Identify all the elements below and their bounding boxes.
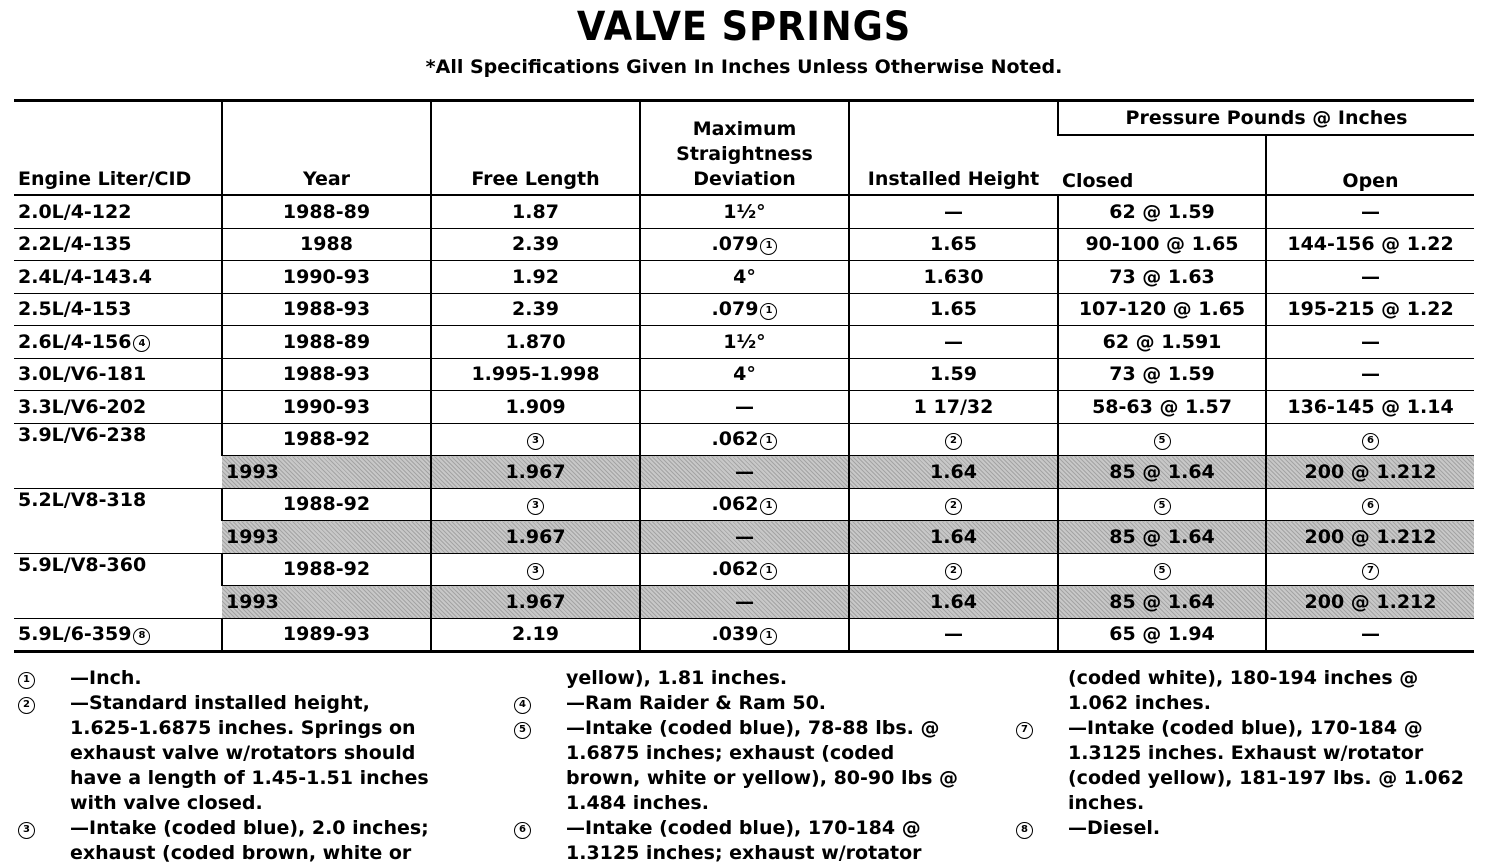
header-engine: Engine Liter/CID xyxy=(14,101,222,196)
footnote-5-marker: 5 xyxy=(1154,563,1171,580)
footnote-3-marker: 3 xyxy=(527,563,544,580)
table-row xyxy=(14,195,1474,228)
cell-open xyxy=(1266,553,1474,586)
footnote-8 xyxy=(1016,816,1478,841)
cell-open: — xyxy=(1266,261,1474,294)
cell-engine: 5.9L/V8-360 xyxy=(14,553,222,618)
cell-installed-height xyxy=(849,553,1058,586)
cell-year: 1993 xyxy=(222,586,431,619)
table-row xyxy=(14,521,1474,554)
footnote-7-marker: 7 xyxy=(1016,722,1033,739)
footnotes-column-1 xyxy=(18,666,498,866)
deviation-value: .062 xyxy=(711,428,759,451)
footnote-1-marker: 1 xyxy=(760,303,777,320)
cell-deviation: — xyxy=(640,456,849,489)
cell-open: — xyxy=(1266,195,1474,228)
cell-year: 1990-93 xyxy=(222,261,431,294)
footnote-7-text-line: 1.3125 inches. Exhaust w/rotator xyxy=(1068,742,1424,764)
valve-springs-table xyxy=(14,99,1474,653)
cell-year: 1988-93 xyxy=(222,358,431,391)
header-max-deviation-line3: Deviation xyxy=(693,168,796,190)
cell-engine xyxy=(14,618,222,652)
footnote-8-marker: 8 xyxy=(1016,822,1033,839)
cell-engine: 3.0L/V6-181 xyxy=(14,358,222,391)
cell-free-length xyxy=(431,488,640,521)
footnote-2-marker: 2 xyxy=(945,498,962,515)
cell-installed-height: — xyxy=(849,326,1058,359)
engine-value: 2.6L/4-156 xyxy=(18,330,132,353)
cell-engine: 5.2L/V8-318 xyxy=(14,488,222,553)
cell-engine: 3.3L/V6-202 xyxy=(14,391,222,424)
cell-free-length: 2.39 xyxy=(431,293,640,326)
footnote-6-marker: 6 xyxy=(514,822,531,839)
footnote-6 xyxy=(514,816,1004,866)
footnote-8-text: —Diesel. xyxy=(1068,817,1161,839)
cell-closed: 85 @ 1.64 xyxy=(1058,456,1266,489)
footnote-2-text-line: with valve closed. xyxy=(70,792,263,814)
footnote-2-marker: 2 xyxy=(945,563,962,580)
footnote-1-marker: 1 xyxy=(760,628,777,645)
cell-closed: 107-120 @ 1.65 xyxy=(1058,293,1266,326)
cell-deviation xyxy=(640,423,849,456)
footnote-2-marker: 2 xyxy=(945,433,962,450)
footnote-5-text-line: 1.6875 inches; exhaust (coded xyxy=(566,742,895,764)
cell-closed: 90-100 @ 1.65 xyxy=(1058,228,1266,261)
cell-year: 1990-93 xyxy=(222,391,431,424)
cell-engine: 3.9L/V6-238 xyxy=(14,423,222,488)
footnotes-column-3 xyxy=(1016,666,1478,841)
cell-installed-height: 1.64 xyxy=(849,521,1058,554)
footnotes-column-2 xyxy=(514,666,1004,866)
cell-open: — xyxy=(1266,358,1474,391)
header-installed-height: Installed Height xyxy=(849,101,1058,196)
cell-deviation: 4° xyxy=(640,358,849,391)
cell-free-length: 1.87 xyxy=(431,195,640,228)
table-row xyxy=(14,261,1474,294)
cell-year: 1993 xyxy=(222,456,431,489)
footnote-1-text: —Inch. xyxy=(70,667,142,689)
footnote-1 xyxy=(18,666,498,691)
footnote-3 xyxy=(18,816,498,866)
cell-year: 1989-93 xyxy=(222,618,431,652)
header-pressure-group: Pressure Pounds @ Inches xyxy=(1058,101,1474,136)
footnote-6-marker: 6 xyxy=(1362,498,1379,515)
table-row xyxy=(14,586,1474,619)
cell-year: 1988-93 xyxy=(222,293,431,326)
footnote-7-marker: 7 xyxy=(1362,563,1379,580)
cell-year: 1988-89 xyxy=(222,326,431,359)
footnote-2-text-line: —Standard installed height, xyxy=(70,692,370,714)
table-row xyxy=(14,423,1474,456)
footnote-7 xyxy=(1016,716,1478,816)
table-row xyxy=(14,326,1474,359)
cell-closed: 62 @ 1.591 xyxy=(1058,326,1266,359)
header-year: Year xyxy=(222,101,431,196)
cell-engine: 2.5L/4-153 xyxy=(14,293,222,326)
cell-closed xyxy=(1058,423,1266,456)
footnote-4-text: —Ram Raider & Ram 50. xyxy=(566,692,827,714)
cell-deviation xyxy=(640,488,849,521)
cell-deviation xyxy=(640,553,849,586)
cell-free-length: 1.909 xyxy=(431,391,640,424)
footnote-5-text-line: —Intake (coded blue), 78-88 lbs. @ xyxy=(566,717,940,739)
table-row xyxy=(14,293,1474,326)
cell-closed: 65 @ 1.94 xyxy=(1058,618,1266,652)
cell-open: 195-215 @ 1.22 xyxy=(1266,293,1474,326)
cell-free-length: 1.870 xyxy=(431,326,640,359)
header-max-deviation-line2: Straightness xyxy=(676,143,813,165)
cell-year: 1993 xyxy=(222,521,431,554)
cell-free-length: 1.92 xyxy=(431,261,640,294)
cell-installed-height: 1.64 xyxy=(849,586,1058,619)
footnote-5-marker: 5 xyxy=(1154,498,1171,515)
footnote-1-marker: 1 xyxy=(18,672,35,689)
cell-open xyxy=(1266,423,1474,456)
deviation-value: .062 xyxy=(711,493,759,516)
footnote-1-marker: 1 xyxy=(760,563,777,580)
header-max-deviation-line1: Maximum xyxy=(692,118,797,140)
header-free-length: Free Length xyxy=(431,101,640,196)
cell-open: 200 @ 1.212 xyxy=(1266,456,1474,489)
cell-closed: 62 @ 1.59 xyxy=(1058,195,1266,228)
cell-installed-height: 1.630 xyxy=(849,261,1058,294)
cell-deviation: 4° xyxy=(640,261,849,294)
cell-free-length xyxy=(431,423,640,456)
cell-open: 136-145 @ 1.14 xyxy=(1266,391,1474,424)
cell-open: 200 @ 1.212 xyxy=(1266,521,1474,554)
footnote-5-marker: 5 xyxy=(514,722,531,739)
cell-year: 1988 xyxy=(222,228,431,261)
cell-open: 200 @ 1.212 xyxy=(1266,586,1474,619)
cell-installed-height: 1.64 xyxy=(849,456,1058,489)
cell-deviation: 1½° xyxy=(640,195,849,228)
header-open: Open xyxy=(1266,135,1474,195)
deviation-value: .079 xyxy=(711,233,759,256)
footnote-5 xyxy=(514,716,1004,816)
cell-installed-height: 1.59 xyxy=(849,358,1058,391)
footnote-7-text-line: —Intake (coded blue), 170-184 @ xyxy=(1068,717,1423,739)
table-row xyxy=(14,488,1474,521)
cell-closed: 73 @ 1.59 xyxy=(1058,358,1266,391)
cell-closed: 85 @ 1.64 xyxy=(1058,521,1266,554)
footnote-6-marker: 6 xyxy=(1362,433,1379,450)
footnote-4-marker: 4 xyxy=(133,335,150,352)
cell-closed: 73 @ 1.63 xyxy=(1058,261,1266,294)
cell-installed-height: — xyxy=(849,618,1058,652)
page-subtitle: *All Specifications Given In Inches Unless Otherwise Noted. xyxy=(425,56,1063,78)
cell-deviation xyxy=(640,293,849,326)
footnote-6-text-line: 1.3125 inches; exhaust w/rotator xyxy=(566,842,922,864)
cell-engine: 2.4L/4-143.4 xyxy=(14,261,222,294)
footnote-1-marker: 1 xyxy=(760,238,777,255)
cell-free-length: 1.967 xyxy=(431,586,640,619)
cell-closed xyxy=(1058,553,1266,586)
footnote-2-text-line: exhaust valve w/rotators should xyxy=(70,742,416,764)
cell-free-length: 2.39 xyxy=(431,228,640,261)
cell-free-length: 1.967 xyxy=(431,456,640,489)
cell-engine: 2.0L/4-122 xyxy=(14,195,222,228)
cell-installed-height: 1.65 xyxy=(849,293,1058,326)
cell-year: 1988-92 xyxy=(222,553,431,586)
footnote-2-text-line: 1.625-1.6875 inches. Springs on xyxy=(70,717,416,739)
footnote-8-marker: 8 xyxy=(133,628,150,645)
cell-installed-height xyxy=(849,488,1058,521)
cell-installed-height: 1.65 xyxy=(849,228,1058,261)
footnote-2 xyxy=(18,691,498,816)
cell-installed-height: — xyxy=(849,195,1058,228)
header-max-deviation xyxy=(640,101,849,196)
cell-deviation xyxy=(640,228,849,261)
footnote-1-marker: 1 xyxy=(760,498,777,515)
cell-installed-height: 1 17/32 xyxy=(849,391,1058,424)
table-row xyxy=(14,228,1474,261)
header-closed: Closed xyxy=(1058,135,1266,195)
cell-year: 1988-92 xyxy=(222,488,431,521)
footnote-5-marker: 5 xyxy=(1154,433,1171,450)
engine-value: 5.9L/6-359 xyxy=(18,623,132,646)
table-row xyxy=(14,456,1474,489)
cell-closed: 85 @ 1.64 xyxy=(1058,586,1266,619)
cell-deviation: — xyxy=(640,391,849,424)
footnote-5-text-line: brown, white or yellow), 80-90 lbs @ xyxy=(566,767,958,789)
footnote-1-marker: 1 xyxy=(760,433,777,450)
cell-open: 144-156 @ 1.22 xyxy=(1266,228,1474,261)
footnote-2-marker: 2 xyxy=(18,697,35,714)
footnote-3-text-line: exhaust (coded brown, white or xyxy=(70,842,412,864)
cell-open xyxy=(1266,488,1474,521)
cell-year: 1988-89 xyxy=(222,195,431,228)
footnote-7-text-line: (coded yellow), 181-197 lbs. @ 1.062 xyxy=(1068,767,1464,789)
cell-free-length xyxy=(431,553,640,586)
footnote-3-text-line: —Intake (coded blue), 2.0 inches; xyxy=(70,817,429,839)
cell-deviation: — xyxy=(640,586,849,619)
cell-engine: 2.2L/4-135 xyxy=(14,228,222,261)
cell-deviation xyxy=(640,618,849,652)
footnote-3-marker: 3 xyxy=(527,433,544,450)
cell-deviation: 1½° xyxy=(640,326,849,359)
cell-engine xyxy=(14,326,222,359)
cell-closed: 58-63 @ 1.57 xyxy=(1058,391,1266,424)
page-title: VALVE SPRINGS xyxy=(576,4,912,50)
deviation-value: .039 xyxy=(711,623,759,646)
cell-closed xyxy=(1058,488,1266,521)
table-row xyxy=(14,553,1474,586)
deviation-value: .062 xyxy=(711,558,759,581)
table-row xyxy=(14,358,1474,391)
footnote-3-marker: 3 xyxy=(527,498,544,515)
footnote-7-text-line: inches. xyxy=(1068,792,1145,814)
cell-installed-height xyxy=(849,423,1058,456)
footnote-6-text-line: 1.062 inches. xyxy=(1068,692,1211,714)
cell-open: — xyxy=(1266,618,1474,652)
cell-free-length: 2.19 xyxy=(431,618,640,652)
footnote-3-marker: 3 xyxy=(18,822,35,839)
footnote-4 xyxy=(514,691,1004,716)
cell-free-length: 1.995-1.998 xyxy=(431,358,640,391)
cell-free-length: 1.967 xyxy=(431,521,640,554)
footnote-6-text-line: (coded white), 180-194 inches @ xyxy=(1068,667,1419,689)
cell-year: 1988-92 xyxy=(222,423,431,456)
footnote-5-text-line: 1.484 inches. xyxy=(566,792,709,814)
table-row xyxy=(14,391,1474,424)
cell-deviation: — xyxy=(640,521,849,554)
footnote-3-text-line: yellow), 1.81 inches. xyxy=(566,667,788,689)
table-row xyxy=(14,618,1474,652)
footnote-4-marker: 4 xyxy=(514,697,531,714)
footnote-6-text-line: —Intake (coded blue), 170-184 @ xyxy=(566,817,921,839)
deviation-value: .079 xyxy=(711,298,759,321)
footnote-2-text-line: have a length of 1.45-1.51 inches xyxy=(70,767,429,789)
cell-open: — xyxy=(1266,326,1474,359)
